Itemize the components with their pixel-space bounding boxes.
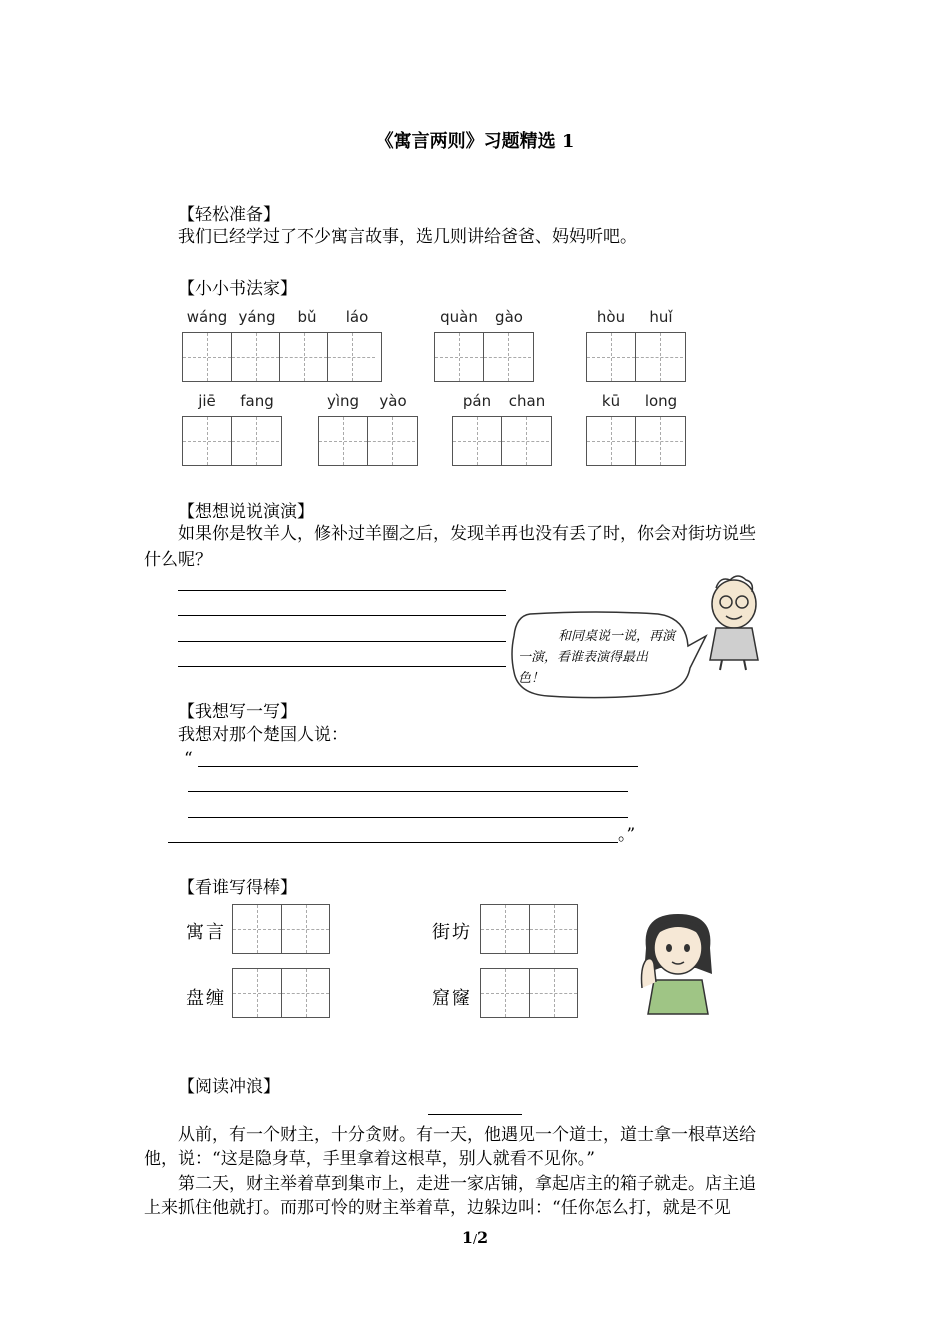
pinyin-group-5 [318,392,418,466]
writing-grid[interactable] [232,904,330,954]
page-current: 1 [461,1228,473,1247]
answer-line[interactable] [168,842,618,843]
section-heading-best: 【看谁写得棒】 [178,878,297,898]
open-quote: “ [184,749,193,769]
reading-p1-line2: 他，说：“这是隐身草，手里拿着这根草，别人就看不见你。” [144,1149,595,1169]
answer-line[interactable] [178,666,506,667]
writing-grid[interactable] [480,904,578,954]
pinyin-group-3 [586,308,686,382]
section-heading-prep: 【轻松准备】 [178,205,280,225]
writing-grid[interactable] [182,416,282,466]
word-label: 街坊 [432,922,472,943]
section-heading-reading: 【阅读冲浪】 [178,1077,280,1097]
page-title: 《寓言两则》习题精选 1 [375,131,575,152]
page-total: 2 [477,1228,489,1247]
reading-p2-line2: 上来抓住他就打。而那可怜的财主举着草，边躲边叫：“任你怎么打，就是不见 [144,1198,731,1218]
writing-grid[interactable] [480,968,578,1018]
word-label: 窟窿 [432,988,472,1009]
pinyin-label: chan [508,392,546,410]
pinyin-group-2 [434,308,534,382]
bubble-line1: 和同桌说一说，再演 [558,629,676,644]
writing-grid[interactable] [434,332,534,382]
writing-grid[interactable] [318,416,418,466]
pinyin-label: huǐ [649,308,673,326]
word-label: 寓言 [186,922,226,943]
pinyin-label: pán [462,392,492,410]
writing-grid[interactable] [182,332,382,382]
write-text: 我想对那个楚国人说： [178,725,348,745]
pinyin-group-7 [586,392,686,466]
title-blank[interactable] [428,1114,522,1115]
answer-line[interactable] [178,615,506,616]
pinyin-label: yáng [238,308,276,326]
word-label: 盘缠 [186,988,226,1009]
bubble-line3: 色！ [518,671,545,686]
pinyin-label: bǔ [297,308,317,326]
section-heading-write: 【我想写一写】 [178,702,297,722]
page-separator: / [472,1232,478,1246]
pinyin-label: wáng [186,308,228,326]
answer-line[interactable] [178,641,506,642]
pinyin-label: hòu [596,308,626,326]
pinyin-label: long [644,392,678,410]
pinyin-group-1 [182,308,382,382]
page-number [0,1228,950,1247]
pinyin-label: quàn [440,308,478,326]
prep-text: 我们已经学过了不少寓言故事，选几则讲给爸爸、妈妈听吧。 [178,227,637,247]
pinyin-label: gào [495,308,523,326]
pinyin-label: láo [345,308,369,326]
writing-grid[interactable] [452,416,552,466]
pinyin-label: jiē [198,392,216,410]
boy-illustration-icon [700,572,770,672]
reading-p1-line1: 从前，有一个财主，十分贪财。有一天，他遇见一个道士，道士拿一根草送给 [178,1125,756,1145]
pinyin-label: yìng [326,392,360,410]
answer-line[interactable] [198,766,638,767]
pinyin-label: yào [379,392,407,410]
pinyin-label: kū [601,392,621,410]
answer-line[interactable] [188,817,628,818]
writing-grid[interactable] [232,968,330,1018]
close-quote: 。” [618,825,636,845]
girl-illustration-icon [632,908,724,1016]
writing-grid[interactable] [586,332,686,382]
section-heading-think: 【想想说说演演】 [178,502,314,522]
bubble-line2: 一演，看谁表演得最出 [518,650,649,665]
think-text-line2: 什么呢？ [144,550,212,570]
writing-grid[interactable] [586,416,686,466]
pinyin-group-4 [182,392,282,466]
section-heading-calligraphy: 【小小书法家】 [178,279,297,299]
answer-line[interactable] [188,791,628,792]
answer-line[interactable] [178,590,506,591]
reading-p2-line1: 第二天，财主举着草到集市上，走进一家店铺，拿起店主的箱子就走。店主追 [178,1174,756,1194]
think-text-line1: 如果你是牧羊人，修补过羊圈之后，发现羊再也没有丢了时，你会对街坊说些 [178,524,756,544]
pinyin-group-6 [452,392,552,466]
pinyin-label: fang [240,392,274,410]
